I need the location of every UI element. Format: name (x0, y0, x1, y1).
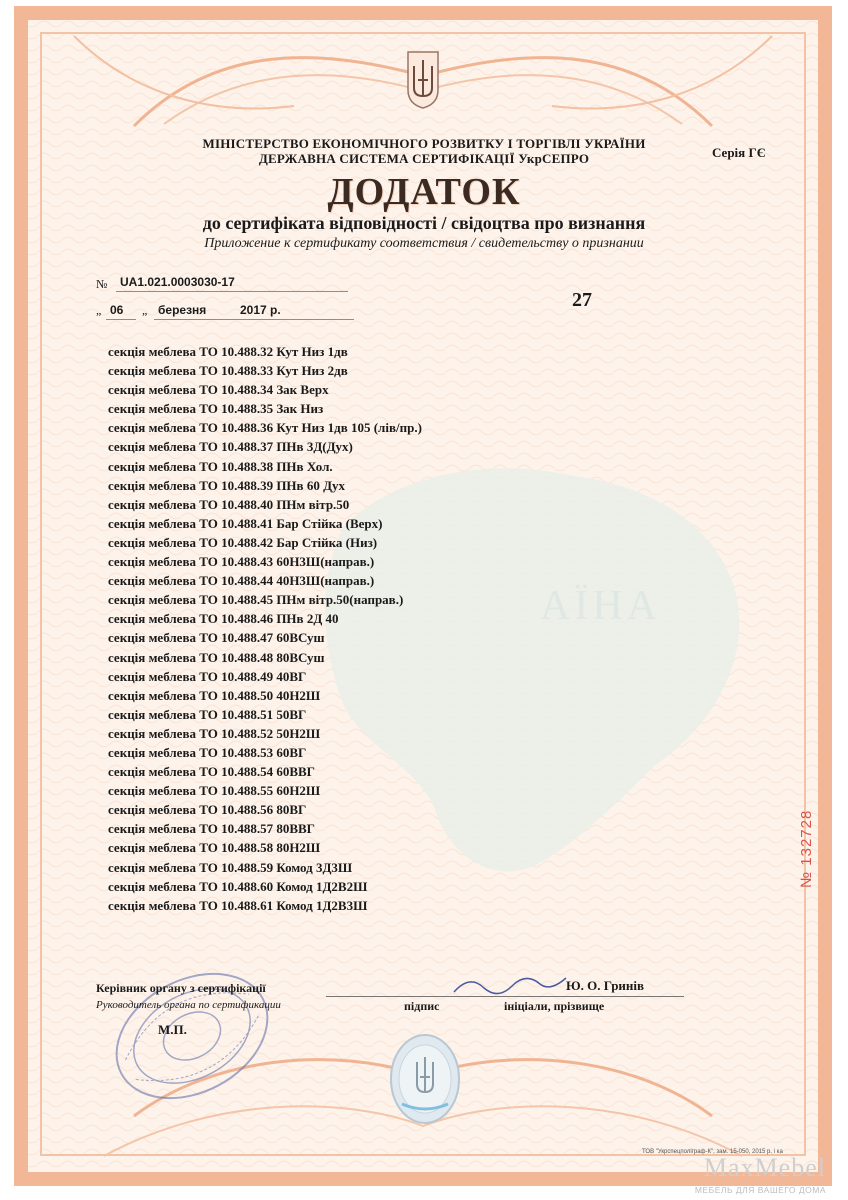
seal-mark: М.П. (158, 1022, 187, 1037)
list-item: секція меблева ТО 10.488.38 ПНв Хол. (108, 458, 333, 474)
number-label: № (96, 277, 108, 291)
list-item: секція меблева ТО 10.488.43 60Н3Ш(направ.) (108, 554, 375, 570)
watermark-brand: MaxMebel (703, 1153, 826, 1182)
signature-scribble (450, 964, 570, 1004)
subtitle-russian: Приложение к сертификату соответствия / свидетельству о признании (204, 236, 644, 251)
list-item: секція меблева ТО 10.488.52 50Н2Ш (108, 725, 321, 741)
list-item: секція меблева ТО 10.488.59 Комод 3Д3Ш (108, 859, 353, 875)
trident-emblem-icon (406, 50, 440, 110)
list-item: секція меблева ТО 10.488.58 80Н2Ш (108, 840, 321, 856)
name-caption: ініціали, прізвище (504, 999, 605, 1013)
signatory-name: Ю. О. Гринів (566, 978, 645, 993)
list-item: секція меблева ТО 10.488.55 60Н2Ш (108, 783, 321, 799)
list-item: секція меблева ТО 10.488.56 80ВГ (108, 802, 307, 818)
list-item: секція меблева ТО 10.488.51 50ВГ (108, 706, 307, 722)
series-label: Серія ГЄ (712, 145, 766, 160)
list-item: секція меблева ТО 10.488.61 Комод 1Д2В3Ш (108, 897, 368, 913)
signature-line (326, 996, 684, 997)
ministry-name: МІНІСТЕРСТВО ЕКОНОМІЧНОГО РОЗВИТКУ І ТОРГІВЛІ УКРАЇНИ (202, 136, 646, 151)
watermark-tagline: МЕБЕЛЬ ДЛЯ ВАШЕГО ДОМА (694, 1185, 826, 1195)
list-item: секція меблева ТО 10.488.53 60ВГ (108, 744, 307, 760)
list-item: секція меблева ТО 10.488.40 ПНм вітр.50 (108, 496, 350, 512)
serial-number: № 132728 (798, 809, 815, 888)
list-item: секція меблева ТО 10.488.37 ПНв 3Д(Дух) (108, 439, 353, 455)
list-item: секція меблева ТО 10.488.39 ПНв 60 Дух (108, 477, 346, 493)
signatory-title: Керівник органу з сертифікації (96, 981, 266, 995)
list-item: секція меблева ТО 10.488.45 ПНм вітр.50(направ.) (108, 592, 404, 608)
certificate-number: UA1.021.0003030-17 (120, 275, 235, 289)
list-item: секція меблева ТО 10.488.54 60ВВГ (108, 764, 315, 780)
list-item: секція меблева ТО 10.488.41 Бар Стійка (Верх) (108, 515, 383, 531)
list-item: секція меблева ТО 10.488.46 ПНв 2Д 40 (108, 611, 339, 627)
list-item: секція меблева ТО 10.488.35 Зак Низ (108, 401, 324, 417)
date-year: 2017 р. (240, 303, 281, 317)
date-open-quote: „ (96, 303, 102, 317)
list-item: секція меблева ТО 10.488.33 Кут Низ 2дв (108, 363, 348, 379)
signature-caption: підпис (404, 999, 440, 1013)
list-item: секція меблева ТО 10.488.48 80ВСуш (108, 649, 325, 665)
list-item: секція меблева ТО 10.488.50 40Н2Ш (108, 687, 321, 703)
page-number: 27 (572, 289, 592, 311)
list-item: секція меблева ТО 10.488.36 Кут Низ 1дв 105 (лів/пр.) (108, 420, 422, 436)
page-title: ДОДАТОК (327, 171, 521, 213)
list-item: секція меблева ТО 10.488.49 40ВГ (108, 668, 307, 684)
hologram-emblem-icon (388, 1032, 462, 1126)
number-underline (116, 291, 348, 292)
list-item: секція меблева ТО 10.488.32 Кут Низ 1дв (108, 344, 348, 359)
date-month: березня (158, 303, 207, 317)
day-underline (106, 319, 136, 320)
signatory-title-russian: Руководитель органа по сертификации (96, 999, 281, 1011)
background-watermark-word: АЇНА (540, 583, 661, 629)
list-item: секція меблева ТО 10.488.60 Комод 1Д2В2Ш (108, 878, 368, 894)
printer-imprint: ТОВ "Укрспецполіграф-К", зам. 15-050, 2015 р. і ка (642, 1149, 783, 1155)
list-item: секція меблева ТО 10.488.42 Бар Стійка (Низ) (108, 534, 378, 550)
date-day: 06 (110, 303, 124, 317)
list-item: секція меблева ТО 10.488.57 80ВВГ (108, 821, 315, 837)
list-item: секція меблева ТО 10.488.44 40Н3Ш(направ.) (108, 573, 375, 589)
date-close-quote: „ (142, 303, 148, 317)
product-list (108, 342, 422, 915)
certification-system: ДЕРЖАВНА СИСТЕМА СЕРТИФІКАЦІЇ УкрСЕПРО (258, 151, 590, 166)
list-item: секція меблева ТО 10.488.34 Зак Верх (108, 382, 329, 398)
subtitle: до сертифіката відповідності / свідоцтва про визнання (202, 213, 646, 233)
list-item: секція меблева ТО 10.488.47 60ВСуш (108, 630, 325, 646)
month-underline (154, 319, 354, 320)
